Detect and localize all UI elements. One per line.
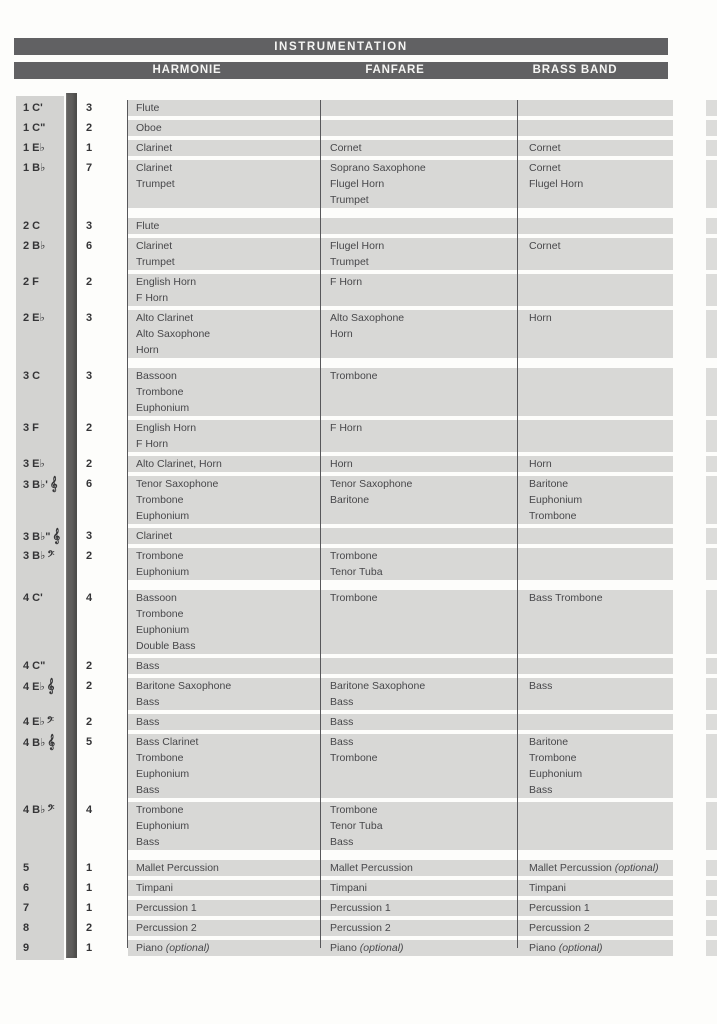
fanfare-cell bbox=[320, 160, 517, 208]
fanfare-cell bbox=[320, 140, 517, 156]
instrument-name: Tenor Tuba bbox=[330, 820, 383, 832]
row-cells bbox=[128, 368, 673, 416]
instrument-name: Bass bbox=[136, 696, 160, 708]
fanfare-cell bbox=[320, 802, 517, 850]
instrument-name: Bass bbox=[136, 716, 160, 728]
fanfare-brassband-divider bbox=[517, 100, 518, 948]
row-cells bbox=[128, 456, 673, 472]
row-cells bbox=[128, 100, 673, 116]
harmonie-cell bbox=[128, 548, 320, 580]
part-label: 3 B♭" 𝄞 bbox=[23, 528, 61, 543]
instrument-name: Bass bbox=[136, 836, 160, 848]
instrument-name: Trumpet bbox=[330, 194, 369, 206]
part-count: 2 bbox=[86, 458, 93, 470]
instrument-name: Percussion 2 bbox=[136, 922, 197, 934]
harmonie-cell bbox=[128, 310, 320, 358]
row-cells bbox=[128, 802, 673, 850]
part-label: 4 B♭ 𝄞 bbox=[23, 734, 55, 749]
brass-band-cell bbox=[517, 920, 673, 936]
fanfare-cell bbox=[320, 368, 517, 416]
instrument-name: Horn bbox=[529, 312, 552, 324]
row-cells bbox=[128, 590, 673, 654]
part-count: 2 bbox=[86, 422, 93, 434]
instrument-name: Horn bbox=[330, 328, 353, 340]
instrument-name: F Horn bbox=[136, 292, 169, 304]
fanfare-cell bbox=[320, 548, 517, 580]
brass-band-cell bbox=[517, 218, 673, 234]
bass-clef-icon: 𝄢 bbox=[47, 804, 55, 816]
instrument-name: Bass bbox=[330, 736, 354, 748]
harmonie-cell bbox=[128, 120, 320, 136]
instrument-name: Trombone bbox=[136, 494, 184, 506]
brass-band-cell bbox=[517, 734, 673, 798]
instrumentation-row bbox=[0, 548, 717, 580]
table-left-rule bbox=[127, 100, 128, 948]
instrument-name: Timpani bbox=[136, 882, 173, 894]
instrumentation-row bbox=[0, 274, 717, 306]
fanfare-cell bbox=[320, 920, 517, 936]
part-label: 8 bbox=[23, 922, 30, 934]
part-label: 5 bbox=[23, 862, 30, 874]
instrument-name: Soprano Saxophone bbox=[330, 162, 426, 174]
row-cells bbox=[128, 658, 673, 674]
harmonie-cell bbox=[128, 218, 320, 234]
instrument-name: Timpani bbox=[330, 882, 367, 894]
instrument-name: Flute bbox=[136, 102, 160, 114]
part-label: 3 F bbox=[23, 422, 39, 434]
instrument-name: Trombone bbox=[529, 752, 577, 764]
row-cells bbox=[128, 140, 673, 156]
fanfare-cell bbox=[320, 420, 517, 452]
part-count: 3 bbox=[86, 220, 93, 232]
instrumentation-row bbox=[0, 940, 717, 956]
instrument-name: F Horn bbox=[330, 276, 363, 288]
instrument-name: Clarinet bbox=[136, 142, 173, 154]
part-label: 3 C bbox=[23, 370, 41, 382]
instrumentation-row bbox=[0, 140, 717, 156]
instrument-name: Double Bass bbox=[136, 640, 196, 652]
instrumentation-row bbox=[0, 310, 717, 358]
part-count: 2 bbox=[86, 716, 93, 728]
part-count: 1 bbox=[86, 142, 93, 154]
instrument-name: Euphonium bbox=[529, 768, 583, 780]
brass-band-cell bbox=[517, 900, 673, 916]
instrument-name: Euphonium bbox=[529, 494, 583, 506]
harmonie-cell bbox=[128, 368, 320, 416]
brass-band-cell bbox=[517, 528, 673, 544]
fanfare-cell bbox=[320, 734, 517, 798]
row-cells bbox=[128, 420, 673, 452]
optional-note: (optional) bbox=[614, 862, 659, 874]
harmonie-cell bbox=[128, 714, 320, 730]
row-cells bbox=[128, 120, 673, 136]
instrumentation-row bbox=[0, 678, 717, 710]
part-label: 3 E♭ bbox=[23, 458, 45, 470]
instrument-name: Trombone bbox=[529, 510, 577, 522]
instrumentation-row bbox=[0, 590, 717, 654]
instrument-name: Euphonium bbox=[136, 768, 190, 780]
harmonie-cell bbox=[128, 734, 320, 798]
instrument-name: English Horn bbox=[136, 276, 197, 288]
bass-clef-icon: 𝄢 bbox=[47, 550, 55, 562]
harmonie-cell bbox=[128, 678, 320, 710]
instrument-name: Percussion 1 bbox=[529, 902, 590, 914]
instrument-name: Baritone bbox=[529, 736, 569, 748]
harmonie-cell bbox=[128, 658, 320, 674]
instrument-name: Cornet bbox=[529, 142, 561, 154]
brass-band-cell bbox=[517, 880, 673, 896]
part-count: 2 bbox=[86, 276, 93, 288]
row-cells bbox=[128, 548, 673, 580]
instrumentation-row bbox=[0, 900, 717, 916]
instrumentation-row bbox=[0, 528, 717, 544]
harmonie-cell bbox=[128, 140, 320, 156]
brass-band-cell bbox=[517, 456, 673, 472]
instrument-name: Bass bbox=[136, 660, 160, 672]
harmonie-cell bbox=[128, 476, 320, 524]
instrument-name: Mallet Percussion bbox=[136, 862, 219, 874]
brass-band-cell bbox=[517, 140, 673, 156]
instrument-name: Trombone bbox=[330, 370, 378, 382]
part-count: 2 bbox=[86, 680, 93, 692]
row-cells bbox=[128, 528, 673, 544]
instrument-name: Clarinet bbox=[136, 162, 173, 174]
part-label: 2 F bbox=[23, 276, 39, 288]
row-cells bbox=[128, 860, 673, 876]
instrument-name: Trombone bbox=[136, 752, 184, 764]
harmonie-cell bbox=[128, 900, 320, 916]
instrument-name: Bass bbox=[330, 836, 354, 848]
harmonie-cell bbox=[128, 238, 320, 270]
instrument-name: Clarinet bbox=[136, 240, 173, 252]
instrument-name: F Horn bbox=[136, 438, 169, 450]
fanfare-cell bbox=[320, 678, 517, 710]
instrument-name: Piano (optional) bbox=[529, 942, 603, 954]
part-label: 3 B♭ 𝄢 bbox=[23, 550, 55, 562]
part-section-5 bbox=[0, 860, 717, 956]
instrument-name: Trombone bbox=[136, 386, 184, 398]
instrumentation-row bbox=[0, 218, 717, 234]
part-label: 6 bbox=[23, 882, 30, 894]
treble-clef-icon: 𝄞 bbox=[52, 528, 61, 543]
part-count: 1 bbox=[86, 882, 93, 894]
brass-band-cell bbox=[517, 940, 673, 956]
row-cells bbox=[128, 714, 673, 730]
instrument-name: Baritone Saxophone bbox=[330, 680, 426, 692]
harmonie-cell bbox=[128, 940, 320, 956]
part-section-4 bbox=[0, 590, 717, 850]
part-section-3 bbox=[0, 368, 717, 580]
instrument-name: Flute bbox=[136, 220, 160, 232]
brass-band-cell bbox=[517, 368, 673, 416]
fanfare-cell bbox=[320, 590, 517, 654]
instrument-name: Oboe bbox=[136, 122, 162, 134]
fanfare-cell bbox=[320, 120, 517, 136]
fanfare-cell bbox=[320, 310, 517, 358]
fanfare-cell bbox=[320, 714, 517, 730]
instrument-name: Euphonium bbox=[136, 624, 190, 636]
part-label: 9 bbox=[23, 942, 30, 954]
instrument-name: Piano (optional) bbox=[330, 942, 404, 954]
instrument-name: Baritone bbox=[330, 494, 370, 506]
instrument-name: Horn bbox=[330, 458, 353, 470]
brass-band-cell bbox=[517, 238, 673, 270]
instrument-name: Bass bbox=[330, 696, 354, 708]
part-label: 2 E♭ bbox=[23, 312, 45, 324]
instrument-name: Bass bbox=[529, 680, 553, 692]
instrumentation-row bbox=[0, 714, 717, 730]
fanfare-cell bbox=[320, 476, 517, 524]
part-count: 6 bbox=[86, 478, 93, 490]
instrument-name: Trumpet bbox=[330, 256, 369, 268]
instrument-name: Baritone Saxophone bbox=[136, 680, 232, 692]
brass-band-cell bbox=[517, 420, 673, 452]
part-count: 5 bbox=[86, 736, 93, 748]
part-count: 3 bbox=[86, 102, 93, 114]
instrument-name: Euphonium bbox=[136, 510, 190, 522]
instrument-name: Clarinet bbox=[136, 530, 173, 542]
optional-note: (optional) bbox=[165, 942, 210, 954]
title-bar bbox=[14, 38, 668, 55]
fanfare-cell bbox=[320, 456, 517, 472]
instrument-name: Alto Clarinet, Horn bbox=[136, 458, 222, 470]
instrumentation-row bbox=[0, 476, 717, 524]
part-label: 7 bbox=[23, 902, 30, 914]
instrument-name: Bassoon bbox=[136, 370, 177, 382]
fanfare-cell bbox=[320, 658, 517, 674]
harmonie-cell bbox=[128, 160, 320, 208]
instrument-name: Trombone bbox=[136, 608, 184, 620]
part-label: 1 C' bbox=[23, 102, 43, 114]
harmonie-cell bbox=[128, 274, 320, 306]
part-label: 4 B♭ 𝄢 bbox=[23, 804, 55, 816]
brass-band-cell bbox=[517, 802, 673, 850]
column-header-bar bbox=[14, 62, 668, 79]
harmonie-cell bbox=[128, 920, 320, 936]
row-cells bbox=[128, 900, 673, 916]
brass-band-cell bbox=[517, 548, 673, 580]
fanfare-cell bbox=[320, 100, 517, 116]
instrument-name: Trombone bbox=[330, 752, 378, 764]
instrument-name: Alto Saxophone bbox=[330, 312, 405, 324]
fanfare-cell bbox=[320, 900, 517, 916]
instrument-name: Trombone bbox=[330, 592, 378, 604]
brass-band-cell bbox=[517, 120, 673, 136]
part-count: 6 bbox=[86, 240, 93, 252]
instrument-name: Alto Clarinet bbox=[136, 312, 194, 324]
part-count: 1 bbox=[86, 862, 93, 874]
instrument-name: Percussion 2 bbox=[529, 922, 590, 934]
part-count: 2 bbox=[86, 550, 93, 562]
part-label: 1 B♭ bbox=[23, 162, 46, 174]
instrument-name: Flugel Horn bbox=[529, 178, 584, 190]
part-label: 3 B♭' 𝄞 bbox=[23, 476, 58, 491]
instrument-name: Piano (optional) bbox=[136, 942, 210, 954]
brass-band-cell bbox=[517, 714, 673, 730]
instrument-name: Horn bbox=[529, 458, 552, 470]
instrument-name: Percussion 1 bbox=[136, 902, 197, 914]
instrument-name: Tenor Saxophone bbox=[330, 478, 413, 490]
part-label: 4 C' bbox=[23, 592, 43, 604]
harmonie-cell bbox=[128, 802, 320, 850]
brass-band-cell bbox=[517, 160, 673, 208]
part-count: 2 bbox=[86, 122, 93, 134]
part-count: 3 bbox=[86, 312, 93, 324]
instrument-name: Tenor Saxophone bbox=[136, 478, 219, 490]
instrument-name: Euphonium bbox=[136, 566, 190, 578]
part-label: 2 B♭ bbox=[23, 240, 46, 252]
instrument-name: Percussion 1 bbox=[330, 902, 391, 914]
brass-band-cell bbox=[517, 476, 673, 524]
part-label: 1 C" bbox=[23, 122, 46, 134]
instrument-name: Cornet bbox=[529, 162, 561, 174]
instrument-name: Trumpet bbox=[136, 256, 175, 268]
part-count: 3 bbox=[86, 370, 93, 382]
row-cells bbox=[128, 880, 673, 896]
instrument-name: English Horn bbox=[136, 422, 197, 434]
fanfare-cell bbox=[320, 238, 517, 270]
instrumentation-row bbox=[0, 420, 717, 452]
instrument-name: Trombone bbox=[136, 804, 184, 816]
column-header-fanfare: FANFARE bbox=[365, 64, 425, 76]
brass-band-cell bbox=[517, 678, 673, 710]
part-count: 4 bbox=[86, 804, 93, 816]
row-cells bbox=[128, 218, 673, 234]
part-label: 4 E♭ 𝄞 bbox=[23, 678, 55, 693]
brass-band-cell bbox=[517, 274, 673, 306]
part-label: 4 E♭ 𝄢 bbox=[23, 716, 54, 728]
instrument-name: Trombone bbox=[136, 550, 184, 562]
harmonie-cell bbox=[128, 880, 320, 896]
fanfare-cell bbox=[320, 218, 517, 234]
instrument-name: Mallet Percussion bbox=[330, 862, 413, 874]
page-title: INSTRUMENTATION bbox=[274, 40, 408, 53]
fanfare-cell bbox=[320, 274, 517, 306]
bass-clef-icon: 𝄢 bbox=[46, 716, 54, 728]
instrument-name: Percussion 2 bbox=[330, 922, 391, 934]
row-cells bbox=[128, 310, 673, 358]
row-cells bbox=[128, 940, 673, 956]
instrumentation-row bbox=[0, 100, 717, 116]
fanfare-cell bbox=[320, 528, 517, 544]
part-label: 1 E♭ bbox=[23, 142, 45, 154]
harmonie-cell bbox=[128, 420, 320, 452]
instrument-name: Euphonium bbox=[136, 820, 190, 832]
treble-clef-icon: 𝄞 bbox=[46, 678, 55, 693]
instrument-name: Flugel Horn bbox=[330, 178, 385, 190]
instrument-name: Bass bbox=[136, 784, 160, 796]
instrumentation-row bbox=[0, 160, 717, 208]
instrument-name: Bass Trombone bbox=[529, 592, 603, 604]
instrument-name: Bass bbox=[529, 784, 553, 796]
instrument-name: Tenor Tuba bbox=[330, 566, 383, 578]
harmonie-cell bbox=[128, 528, 320, 544]
harmonie-fanfare-divider bbox=[320, 100, 321, 948]
row-cells bbox=[128, 734, 673, 798]
instrument-name: Cornet bbox=[330, 142, 362, 154]
treble-clef-icon: 𝄞 bbox=[47, 734, 55, 749]
instrumentation-row bbox=[0, 368, 717, 416]
part-count: 2 bbox=[86, 660, 93, 672]
part-section-2 bbox=[0, 218, 717, 358]
instrument-name: Euphonium bbox=[136, 402, 190, 414]
row-cells bbox=[128, 476, 673, 524]
instrumentation-row bbox=[0, 658, 717, 674]
instrumentation-row bbox=[0, 456, 717, 472]
harmonie-cell bbox=[128, 590, 320, 654]
instrument-name: Timpani bbox=[529, 882, 566, 894]
instrumentation-row bbox=[0, 120, 717, 136]
instrument-name: Bass bbox=[330, 716, 354, 728]
part-count: 3 bbox=[86, 530, 93, 542]
treble-clef-icon: 𝄞 bbox=[49, 476, 58, 491]
row-cells bbox=[128, 678, 673, 710]
fanfare-cell bbox=[320, 880, 517, 896]
instrument-name: F Horn bbox=[330, 422, 363, 434]
instrumentation-row bbox=[0, 880, 717, 896]
part-label: 4 C" bbox=[23, 660, 46, 672]
instrument-name: Mallet Percussion (optional) bbox=[529, 862, 659, 874]
instrument-name: Bass Clarinet bbox=[136, 736, 199, 748]
instrument-name: Flugel Horn bbox=[330, 240, 385, 252]
instrumentation-row bbox=[0, 734, 717, 798]
part-count: 7 bbox=[86, 162, 93, 174]
brass-band-cell bbox=[517, 658, 673, 674]
column-header-harmonie: HARMONIE bbox=[152, 64, 222, 76]
instrumentation-table bbox=[0, 100, 717, 956]
fanfare-cell bbox=[320, 940, 517, 956]
instrument-name: Trumpet bbox=[136, 178, 175, 190]
instrumentation-row bbox=[0, 802, 717, 850]
harmonie-cell bbox=[128, 456, 320, 472]
instrument-name: Bassoon bbox=[136, 592, 177, 604]
brass-band-cell bbox=[517, 860, 673, 876]
part-section-1 bbox=[0, 100, 717, 208]
harmonie-cell bbox=[128, 100, 320, 116]
instrument-name: Trombone bbox=[330, 550, 378, 562]
instrumentation-row bbox=[0, 860, 717, 876]
brass-band-cell bbox=[517, 590, 673, 654]
row-cells bbox=[128, 238, 673, 270]
instrumentation-row bbox=[0, 238, 717, 270]
brass-band-cell bbox=[517, 310, 673, 358]
instrument-name: Baritone bbox=[529, 478, 569, 490]
part-count: 4 bbox=[86, 592, 93, 604]
part-count: 1 bbox=[86, 942, 93, 954]
optional-note: (optional) bbox=[359, 942, 404, 954]
harmonie-cell bbox=[128, 860, 320, 876]
part-count: 1 bbox=[86, 902, 93, 914]
fanfare-cell bbox=[320, 860, 517, 876]
instrument-name: Trombone bbox=[330, 804, 378, 816]
row-cells bbox=[128, 274, 673, 306]
instrumentation-row bbox=[0, 920, 717, 936]
instrument-name: Alto Saxophone bbox=[136, 328, 211, 340]
instrument-name: Horn bbox=[136, 344, 159, 356]
optional-note: (optional) bbox=[558, 942, 603, 954]
row-cells bbox=[128, 160, 673, 208]
part-count: 2 bbox=[86, 922, 93, 934]
part-label: 2 C bbox=[23, 220, 41, 232]
instrument-name: Cornet bbox=[529, 240, 561, 252]
row-cells bbox=[128, 920, 673, 936]
column-header-brass-band: BRASS BAND bbox=[532, 64, 618, 76]
brass-band-cell bbox=[517, 100, 673, 116]
